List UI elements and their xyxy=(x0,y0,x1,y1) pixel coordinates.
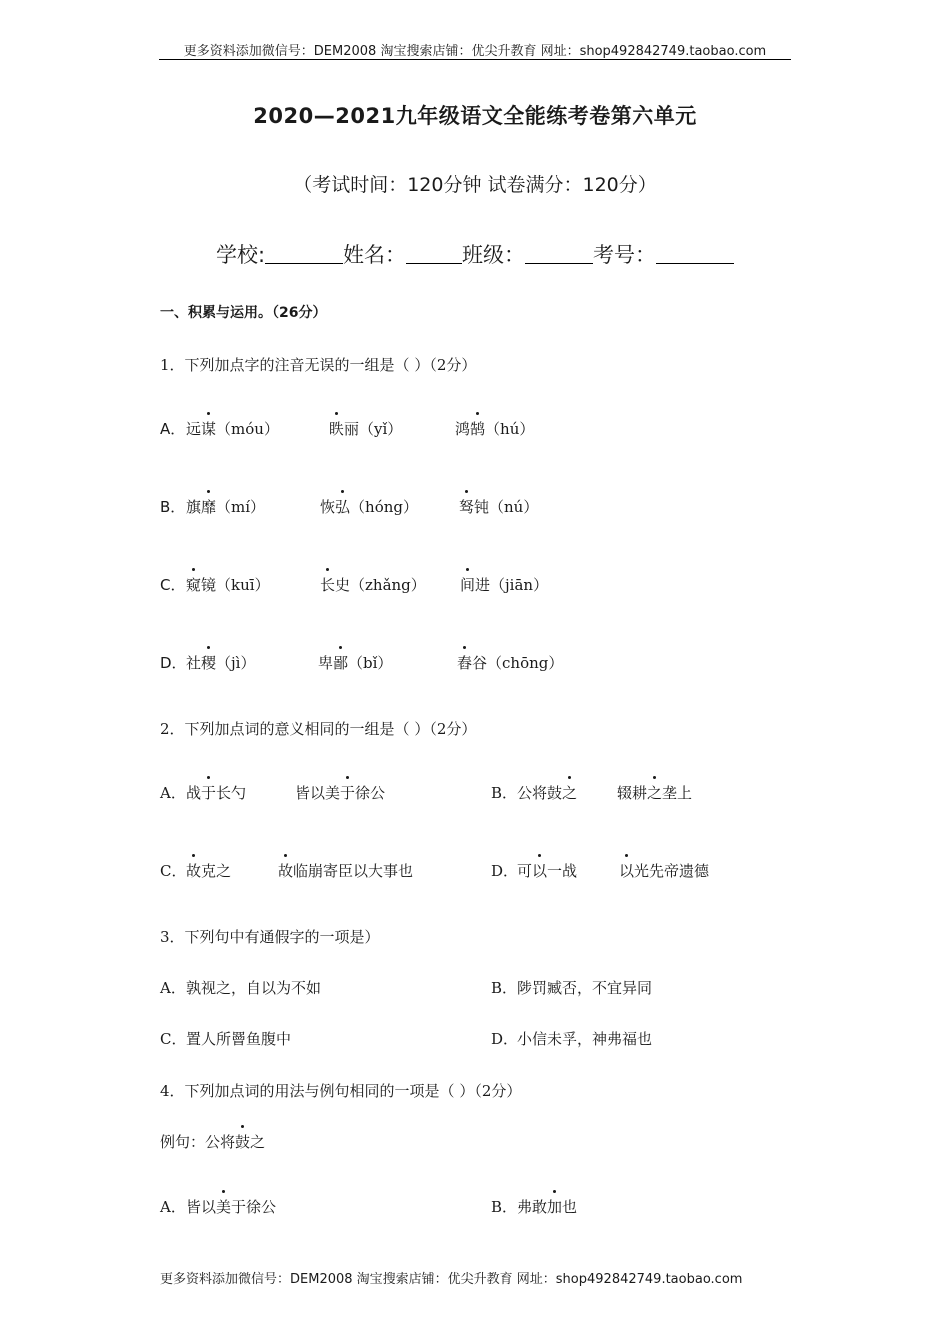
option-item: 皆以美于徐公 xyxy=(295,784,386,802)
option-label: A． xyxy=(160,979,186,997)
class-label: 班级： xyxy=(462,243,526,267)
school-label: 学校: xyxy=(215,243,266,267)
header-divider xyxy=(159,59,791,60)
option-item: 窥镜（kuī） xyxy=(186,576,270,594)
option-item: 以光先帝遗德 xyxy=(619,862,710,880)
option-item: 卑鄙（bǐ） xyxy=(318,654,393,672)
name-label: 姓名： xyxy=(343,243,407,267)
option-label: B． xyxy=(491,784,518,802)
option-item: 旗靡（mí） xyxy=(186,498,266,516)
option-label: B． xyxy=(491,1198,518,1216)
option-item: 驽钝（nú） xyxy=(459,498,539,516)
school-blank[interactable] xyxy=(265,243,343,264)
number-blank[interactable] xyxy=(656,243,734,264)
class-blank[interactable] xyxy=(525,243,593,264)
option-item: 恢弘（hóng） xyxy=(320,498,418,516)
option-label: C． xyxy=(160,576,186,594)
option-item: 弗敢加也 xyxy=(517,1198,578,1216)
page-footer: 更多资料添加微信号：DEM2008 淘宝搜索店铺：优尖升教育 网址：shop492842749.taobao.com xyxy=(160,1272,743,1287)
option-label: B． xyxy=(160,498,186,516)
option-item: 故克之 xyxy=(186,862,232,880)
page-header: 更多资料添加微信号：DEM2008 淘宝搜索店铺：优尖升教育 网址：shop492842749.taobao.com xyxy=(183,44,767,59)
option-label: D． xyxy=(491,1030,519,1048)
option-item: 长史（zhǎng） xyxy=(320,576,426,594)
question-4-example: 例句：公将鼓之 xyxy=(160,1133,266,1151)
option-label: A． xyxy=(160,420,186,438)
option-item: 故临崩寄臣以大事也 xyxy=(278,862,414,880)
option-item: 公将鼓之 xyxy=(517,784,578,802)
option-item: 舂谷（chōng） xyxy=(457,654,564,672)
question-4-stem: 4．下列加点词的用法与例句相同的一项是（ ）（2分） xyxy=(160,1082,522,1100)
option-label: C． xyxy=(160,1030,187,1048)
option-item: 眣丽（yǐ） xyxy=(329,420,403,438)
option-item: 远谋（móu） xyxy=(186,420,279,438)
option-text: 陟罚臧否，不宜异同 xyxy=(517,979,653,997)
option-text: 孰视之，自以为不如 xyxy=(186,979,322,997)
option-item: 可以一战 xyxy=(517,862,578,880)
name-blank[interactable] xyxy=(406,243,462,264)
option-item: 间进（jiān） xyxy=(460,576,549,594)
option-label: D． xyxy=(491,862,519,880)
exam-info: （考试时间：120分钟 试卷满分：120分） xyxy=(293,174,657,196)
question-2-stem: 2．下列加点词的意义相同的一组是（ ）（2分） xyxy=(160,720,477,738)
section-heading: 一、积累与运用。（26分） xyxy=(160,305,327,321)
question-1-stem: 1．下列加点字的注音无误的一组是（ ）（2分） xyxy=(160,356,477,374)
option-label: D． xyxy=(160,654,187,672)
option-item: 社稷（jì） xyxy=(186,654,256,672)
option-text: 置人所罾鱼腹中 xyxy=(186,1030,292,1048)
option-label: A． xyxy=(160,1198,186,1216)
option-item: 辍耕之垄上 xyxy=(617,784,693,802)
option-text: 小信未孚，神弗福也 xyxy=(517,1030,653,1048)
option-label: A． xyxy=(160,784,186,802)
option-item: 鸿鹄（hú） xyxy=(455,420,535,438)
student-info-line xyxy=(0,239,950,269)
number-label: 考号： xyxy=(593,243,657,267)
option-label: C． xyxy=(160,862,187,880)
question-3-stem: 3．下列句中有通假字的一项是） xyxy=(160,928,380,946)
option-item: 战于长勺 xyxy=(186,784,247,802)
option-label: B． xyxy=(491,979,518,997)
option-item: 皆以美于徐公 xyxy=(186,1198,277,1216)
page-title: 2020—2021九年级语文全能练考卷第六单元 xyxy=(253,104,697,128)
